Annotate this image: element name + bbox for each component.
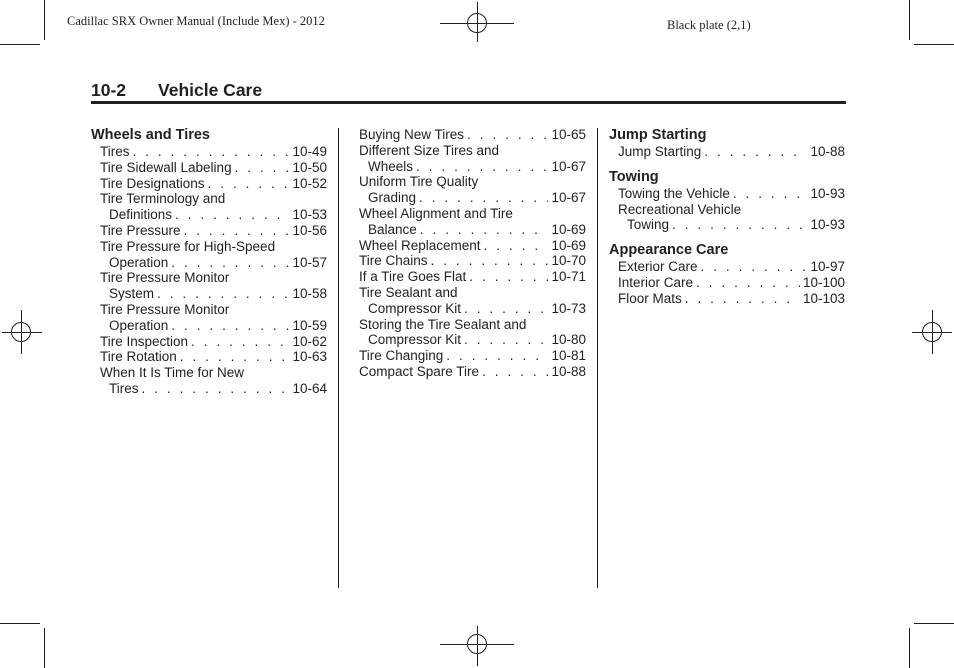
- dot-leader: [464, 332, 548, 348]
- section-heading: Towing: [609, 168, 659, 185]
- dot-leader: [672, 217, 807, 233]
- toc-entry[interactable]: [91, 191, 327, 223]
- toc-entry[interactable]: [609, 275, 845, 291]
- toc-page-number: 10-50: [292, 159, 327, 175]
- dot-leader: [208, 176, 290, 192]
- toc-entry-label: Wheel Alignment and Tire: [359, 205, 513, 221]
- toc-entry[interactable]: [91, 223, 327, 239]
- dot-leader: [482, 364, 548, 380]
- toc-entry[interactable]: [359, 285, 586, 317]
- dot-leader: [416, 159, 548, 175]
- toc-entry[interactable]: [609, 186, 845, 202]
- toc-entry-label: Tire Terminology and: [100, 191, 226, 207]
- toc-entry-label: Compressor Kit: [368, 332, 462, 348]
- toc-entry-label: Buying New Tires: [359, 127, 465, 142]
- chapter-number: 10-2: [91, 80, 127, 100]
- toc-entry-label: System: [109, 286, 155, 302]
- toc-entry-label: Jump Starting: [618, 144, 702, 159]
- toc-page-number: 10-49: [292, 144, 327, 159]
- toc-entry-label: If a Tire Goes Flat: [359, 269, 467, 285]
- toc-entry[interactable]: [359, 127, 586, 143]
- toc-entry-label: Tire Inspection: [100, 333, 189, 349]
- section-heading: Appearance Care: [609, 242, 729, 259]
- toc-column-1: [91, 127, 327, 397]
- toc-entry[interactable]: [609, 202, 845, 234]
- toc-entry[interactable]: [91, 270, 327, 302]
- dot-leader: [704, 144, 807, 160]
- toc-entry[interactable]: [359, 206, 586, 238]
- toc-entry-label: Tire Changing: [359, 348, 444, 364]
- toc-entry[interactable]: [91, 365, 327, 397]
- dot-leader: [733, 186, 808, 202]
- toc-page-number: 10-81: [551, 348, 586, 364]
- toc-entry-label: Balance: [368, 221, 417, 237]
- toc-entry-label: Tire Pressure for High-Speed: [100, 238, 276, 254]
- toc-entry[interactable]: [359, 253, 586, 269]
- toc-page-number: 10-69: [551, 237, 586, 253]
- dot-leader: [701, 259, 808, 275]
- chapter-heading: [91, 80, 262, 101]
- crop-mark: [914, 44, 954, 45]
- toc-page-number: 10-62: [292, 333, 327, 349]
- dot-leader: [696, 275, 800, 291]
- toc-entry[interactable]: [609, 144, 845, 160]
- toc-entry-label: Compact Spare Tire: [359, 363, 480, 379]
- toc-entry-label: Wheel Replacement: [359, 237, 481, 253]
- toc-page-number: 10-80: [551, 332, 586, 348]
- toc-entry-label: When It Is Time for New: [100, 365, 245, 381]
- dot-leader: [431, 253, 549, 269]
- registration-mark-icon: [2, 310, 42, 354]
- toc-page-number: 10-70: [551, 253, 586, 269]
- crop-mark: [0, 44, 40, 45]
- toc-column-3: [609, 127, 845, 307]
- toc-entry-label: Tire Pressure Monitor: [100, 301, 230, 317]
- dot-leader: [142, 381, 290, 397]
- dot-leader: [133, 144, 290, 160]
- crop-mark: [909, 628, 910, 668]
- dot-leader: [467, 127, 548, 143]
- toc-entry-label: Tire Sealant and: [359, 284, 458, 300]
- toc-page-number: 10-103: [802, 290, 845, 306]
- dot-leader: [685, 291, 800, 307]
- toc-page-number: 10-63: [292, 349, 327, 365]
- dot-leader: [469, 269, 548, 285]
- toc-entry[interactable]: [91, 334, 327, 350]
- toc-entry-label: Uniform Tire Quality: [359, 174, 479, 190]
- toc-entry[interactable]: [91, 176, 327, 192]
- crop-mark: [0, 623, 40, 624]
- toc-entry-label: Definitions: [109, 207, 173, 223]
- toc-entry[interactable]: [609, 291, 845, 307]
- dot-leader: [180, 349, 290, 365]
- toc-entry-label: Towing the Vehicle: [618, 185, 730, 201]
- toc-column-2: [359, 127, 586, 380]
- dot-leader: [235, 160, 290, 176]
- toc-entry-label: Interior Care: [618, 274, 694, 290]
- toc-page-number: 10-97: [810, 259, 845, 275]
- toc-entry[interactable]: [359, 348, 586, 364]
- toc-entry-label: Floor Mats: [618, 290, 682, 306]
- toc-page-number: 10-58: [292, 286, 327, 302]
- column-divider: [597, 128, 598, 588]
- toc-page-number: 10-59: [292, 317, 327, 333]
- toc-entry[interactable]: [359, 143, 586, 175]
- toc-entry-label: Towing: [627, 217, 670, 233]
- toc-entry[interactable]: [91, 302, 327, 334]
- toc-entry-label: Operation: [109, 254, 169, 270]
- toc-page-number: 10-93: [810, 185, 845, 201]
- toc-entry[interactable]: [91, 144, 327, 160]
- toc-page-number: 10-93: [810, 217, 845, 233]
- manual-title: Cadillac SRX Owner Manual (Include Mex) - 2012: [67, 14, 325, 28]
- toc-page-number: 10-53: [292, 207, 327, 223]
- column-divider: [338, 128, 339, 588]
- toc-entry-label: Different Size Tires and: [359, 142, 500, 158]
- toc-entry-label: Tire Sidewall Labeling: [100, 159, 232, 175]
- plate-label: Black plate (2,1): [667, 18, 751, 32]
- toc-entry-label: Operation: [109, 317, 169, 333]
- registration-mark-icon: [440, 2, 514, 42]
- dot-leader: [184, 223, 290, 239]
- toc-entry-label: Exterior Care: [618, 259, 698, 275]
- toc-entry-label: Tire Chains: [359, 253, 428, 269]
- toc-entry-label: Tires: [100, 144, 130, 159]
- toc-entry-label: Tire Designations: [100, 175, 205, 191]
- toc-entry[interactable]: [359, 174, 586, 206]
- crop-mark: [44, 0, 45, 40]
- toc-page-number: 10-65: [551, 127, 586, 142]
- toc-page-number: 10-88: [810, 144, 845, 159]
- crop-mark: [44, 628, 45, 668]
- dot-leader: [446, 348, 548, 364]
- toc-page-number: 10-71: [551, 269, 586, 285]
- toc-entry-label: Grading: [368, 190, 417, 206]
- toc-entry-label: Compressor Kit: [368, 300, 462, 316]
- toc-entry[interactable]: [91, 349, 327, 365]
- dot-leader: [419, 190, 548, 206]
- toc-page-number: 10-67: [551, 158, 586, 174]
- toc-entry[interactable]: [359, 364, 586, 380]
- toc-entry[interactable]: [359, 317, 586, 349]
- toc-page-number: 10-88: [551, 363, 586, 379]
- section-heading: Wheels and Tires: [91, 127, 210, 143]
- dot-leader: [420, 222, 549, 238]
- toc-entry[interactable]: [359, 269, 586, 285]
- chapter-title: Vehicle Care: [158, 80, 263, 100]
- toc-page-number: 10-69: [551, 221, 586, 237]
- crop-mark: [909, 0, 910, 40]
- section-heading: Jump Starting: [609, 127, 707, 143]
- dot-leader: [175, 207, 289, 223]
- dot-leader: [157, 286, 289, 302]
- toc-entry-label: Storing the Tire Sealant and: [359, 316, 527, 332]
- toc-entry-label: Recreational Vehicle: [618, 201, 742, 217]
- dot-leader: [191, 334, 289, 350]
- dot-leader: [464, 301, 548, 317]
- toc-page-number: 10-52: [292, 175, 327, 191]
- toc-page-number: 10-100: [802, 274, 845, 290]
- dot-leader: [171, 318, 289, 334]
- toc-page-number: 10-73: [551, 300, 586, 316]
- toc-entry[interactable]: [609, 259, 845, 275]
- toc-entry[interactable]: [359, 238, 586, 254]
- toc-entry-label: Tire Pressure: [100, 222, 181, 238]
- toc-entry[interactable]: [91, 239, 327, 271]
- toc-entry-label: Wheels: [368, 158, 414, 174]
- dot-leader: [171, 255, 289, 271]
- dot-leader: [484, 238, 549, 254]
- toc-entry-label: Tire Rotation: [100, 349, 177, 365]
- toc-page-number: 10-56: [292, 222, 327, 238]
- toc-page-number: 10-67: [551, 190, 586, 206]
- chapter-rule: [91, 101, 846, 104]
- toc-page-number: 10-57: [292, 254, 327, 270]
- toc-entry-label: Tire Pressure Monitor: [100, 270, 230, 286]
- toc-entry[interactable]: [91, 160, 327, 176]
- toc-entry-label: Tires: [109, 380, 139, 396]
- registration-mark-icon: [912, 310, 952, 354]
- registration-mark-icon: [440, 626, 514, 666]
- crop-mark: [914, 623, 954, 624]
- toc-page-number: 10-64: [292, 380, 327, 396]
